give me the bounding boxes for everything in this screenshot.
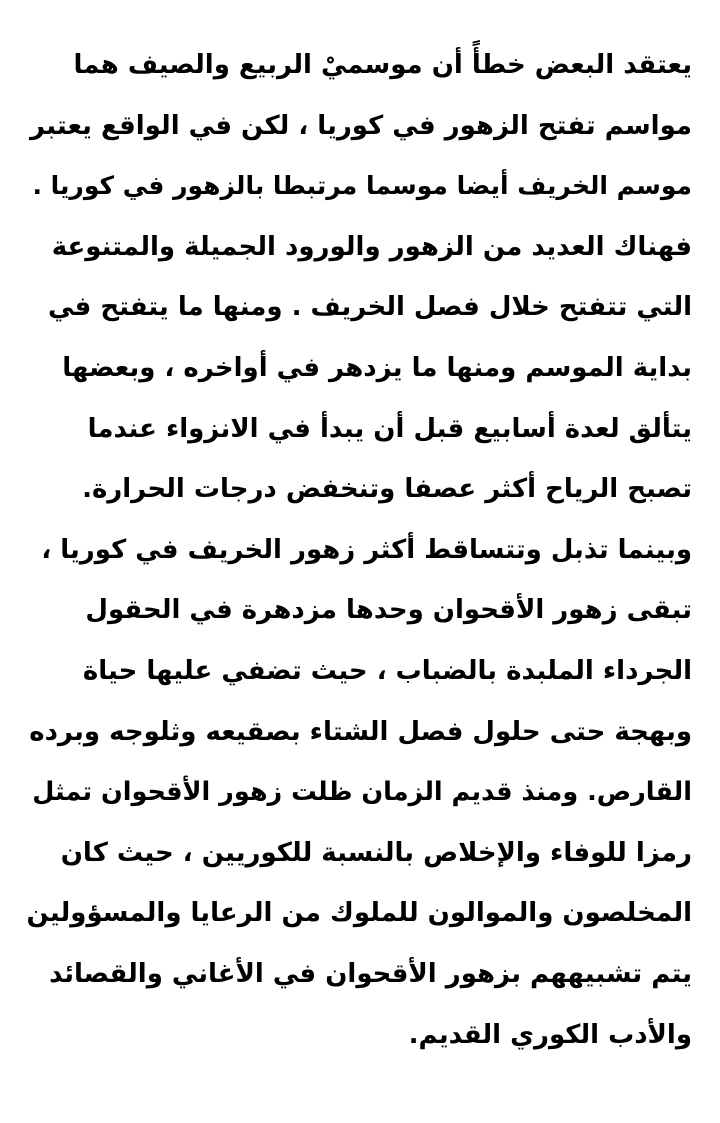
text-line: يتم تشبيههم بزهور الأقحوان في الأغاني والقصائد <box>49 958 692 989</box>
text-line: موسم الخريف أيضا موسما مرتبطا بالزهور في كوريا . <box>32 171 692 201</box>
text-line: رمزا للوفاء والإخلاص بالنسبة للكوريين ، حيث كان <box>60 837 692 868</box>
text-line: وبينما تذبل وتتساقط أكثر زهور الخريف في كوريا ، <box>41 534 692 565</box>
text-line: والأدب الكوري القديم. <box>408 1019 692 1050</box>
text-line: مواسم تفتح الزهور في كوريا ، لكن في الواقع يعتبر <box>30 110 692 141</box>
text-line: يعتقد البعض خطأً أن موسميْ الربيع والصيف هما <box>73 50 692 80</box>
text-line: المخلصون والموالون للملوك من الرعايا والمسؤولين <box>26 898 692 929</box>
text-line: يتألق لعدة أسابيع قبل أن يبدأ في الانزواء عندما <box>87 413 692 444</box>
text-line: القارص. ومنذ قديم الزمان ظلت زهور الأقحوان تمثل <box>32 777 692 808</box>
text-line: تصبح الرياح أكثر عصفا وتنخفض درجات الحرارة. <box>82 474 692 505</box>
text-line: التي تتفتح خلال فصل الخريف . ومنها ما يتفتح في <box>47 292 692 323</box>
text-line: وبهجة حتى حلول فصل الشتاء بصقيعه وثلوجه وبرده <box>29 716 692 747</box>
text-line: تبقى زهور الأقحوان وحدها مزدهرة في الحقول <box>85 595 692 626</box>
text-line: بداية الموسم ومنها ما يزدهر في أواخره ، وبعضها <box>62 352 692 383</box>
text-line: فهناك العديد من الزهور والورود الجميلة والمتنوعة <box>51 231 692 262</box>
article-paragraph <box>22 35 692 1065</box>
text-line: الجرداء الملبدة بالضباب ، حيث تضفي عليها حياة <box>82 655 692 686</box>
